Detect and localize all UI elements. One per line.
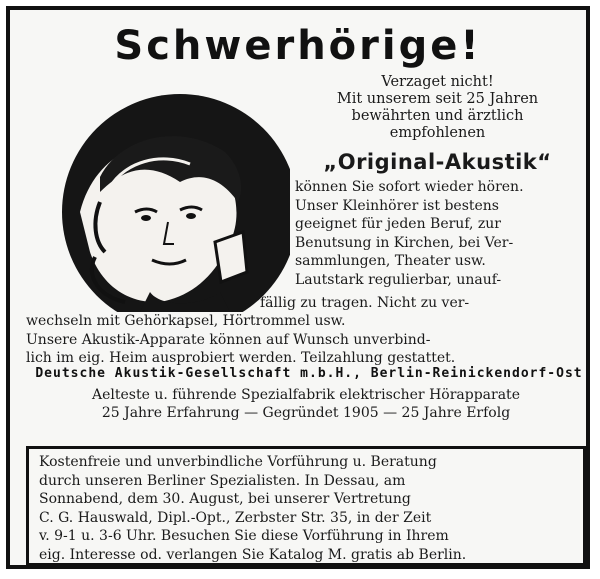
body-line: können Sie sofort wieder hören.: [295, 179, 524, 195]
intro-text: [290, 74, 585, 142]
body-line: Benutsung in Kirchen, bei Ver-: [295, 234, 514, 251]
body-line: Unser Kleinhörer ist bestens: [295, 197, 499, 214]
portrait-illustration: [40, 92, 290, 312]
box-line: Sonnabend, dem 30. August, bei unserer Vertretung: [39, 491, 411, 507]
company-subline: [26, 386, 586, 422]
body-line: geeignet für jeden Beruf, zur: [295, 216, 501, 232]
body-line: Lautstark regulierbar, unauf-: [295, 271, 502, 288]
body-line: lich im eig. Heim ausprobiert werden. Teilzahlung gestattet.: [26, 350, 456, 366]
ad-frame: [6, 6, 590, 569]
box-line: v. 9-1 u. 3-6 Uhr. Besuchen Sie diese Vorführung in Ihrem: [39, 528, 449, 544]
intro-line: Verzaget nicht!: [381, 74, 494, 90]
body-line: fällig zu tragen. Nicht zu ver-: [260, 295, 470, 311]
box-line: eig. Interesse od. verlangen Sie Katalog M. gratis ab Berlin.: [39, 546, 467, 563]
body-line: wechseln mit Gehörkapsel, Hörtrommel usw.: [26, 313, 346, 329]
subline: 25 Jahre Erfahrung — Gegründet 1905 — 25 Jahre Erfolg: [101, 405, 511, 421]
intro-line: Mit unserem seit 25 Jahren: [336, 91, 539, 107]
intro-line: bewährten und ärztlich: [351, 108, 524, 124]
body-full: [26, 312, 586, 368]
intro-line: empfohlenen: [389, 125, 486, 141]
box-text: [39, 453, 573, 564]
company-name: Deutsche Akustik-Gesellschaft m.b.H., Berlin-Reinickendorf-Ost: [35, 366, 583, 381]
box-line: Kostenfreie und unverbindliche Vorführung u. Beratung: [39, 454, 437, 470]
subline: Aelteste u. führende Spezialfabrik elektrischer Hörapparate: [92, 387, 520, 403]
demonstration-box: [26, 446, 586, 566]
body-right: [295, 178, 585, 289]
body-line: sammlungen, Theater usw.: [295, 253, 486, 269]
product-name: „Original-Akustik“: [323, 150, 552, 174]
box-line: durch unseren Berliner Spezialisten. In Dessau, am: [39, 472, 406, 489]
body-line: Unsere Akustik-Apparate können auf Wunsch unverbind-: [26, 331, 431, 348]
box-line: C. G. Hauswald, Dipl.-Opt., Zerbster Str. 35, in der Zeit: [39, 509, 432, 526]
headline: Schwerhörige!: [114, 23, 482, 69]
